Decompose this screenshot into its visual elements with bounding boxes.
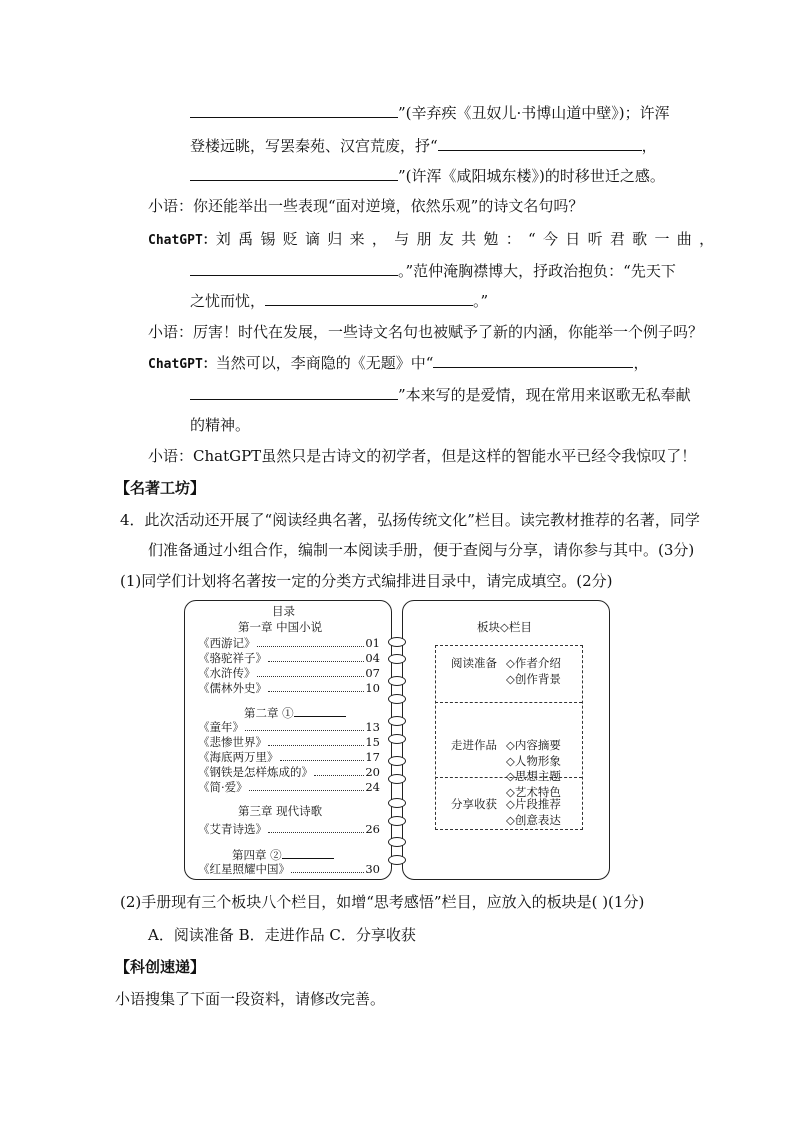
speaker-label: ChatGPT： [148,357,216,372]
leader-dots [291,872,364,873]
column-item: ◇内容摘要 [506,738,561,752]
page-number: 26 [365,822,380,836]
page-number: 30 [365,862,380,876]
column-item: ◇人物形象 [506,753,561,768]
line-text: 。” [473,292,489,310]
toc-entry [198,765,380,780]
line-text: 。”范仲淹胸襟博大，抒政治抱负：“先天下 [398,262,676,280]
book-title: 《悲惨世界》 [198,735,267,749]
binding-ring [388,798,406,808]
toc-entry [198,822,380,837]
leader-dots [314,775,364,776]
fill-blank[interactable] [433,352,633,368]
chapter-3-heading: 第三章 现代诗歌 [238,804,323,818]
page-number: 01 [365,636,380,650]
binding-ring [388,734,406,744]
binding-ring [388,816,406,826]
binding-ring [388,716,406,726]
toc-entry [198,720,380,735]
question-4-line-1: 4．此次活动还开展了“阅读经典名著，弘扬传统文化”栏目。读完教材推荐的名著，同学 [120,511,700,529]
dialogue-chatgpt-1 [148,229,721,251]
line-text: 的精神。 [190,416,251,434]
page-number: 10 [365,681,380,695]
binding-ring [388,774,406,784]
book-title: 《西游记》 [198,636,256,650]
dialogue-chatgpt-1-cont2 [190,290,488,311]
chapter-1-heading: 第一章 中国小说 [238,620,323,634]
binding-ring [388,756,406,766]
chapter-2-heading [244,704,346,721]
poem-line-2 [190,135,657,156]
book-title: 《艾青诗选》 [198,822,267,836]
fill-blank-1[interactable] [294,704,346,717]
toc-entry [198,750,380,765]
line-text: 刘禹锡贬谪归来，与朋友共勉：“今日听君歌一曲， [215,230,722,248]
question-4-sub-2: (2)手册现有三个板块八个栏目，如增“思考感悟”栏目，应放入的板块是( )(1分) [120,893,645,911]
leader-dots [268,745,364,746]
leader-dots [280,760,365,761]
fill-blank[interactable] [190,384,398,400]
toc-entry [198,780,380,795]
line-text: 小语：ChatGPT虽然只是古诗文的初学者，但是这样的智能水平已经令我惊叹了！ [148,447,697,465]
chapter-2-label: 第二章 ① [244,706,294,720]
dialogue-chatgpt-2-cont [190,384,691,405]
section-heading-science: 【科创速递】 [115,958,206,976]
question-4-line-2: 们准备通过小组合作，编制一本阅读手册，便于查阅与分享，请你参与其中。(3分) [148,541,695,559]
line-text: ”(辛弃疾《丑奴儿·书博山道中壁》)；许浑 [398,104,670,122]
line-text: ”本来写的是爱情，现在常用来讴歌无私奉献 [398,386,691,404]
column-item: ◇创作背景 [506,671,561,686]
column-item: ◇思想主题 [506,769,561,783]
section-heading-classics: 【名著工坊】 [115,479,206,497]
right-page-title: 板块◇栏目 [477,620,532,634]
binding-ring [388,694,406,704]
line-text: 小语：厉害！时代在发展，一些诗文名句也被赋予了新的内涵，你能举一个例子吗？ [148,323,704,341]
book-title: 《海底两万里》 [198,750,279,764]
book-title: 《水浒传》 [198,666,256,680]
fill-blank[interactable] [265,290,473,306]
book-title: 《童年》 [198,720,244,734]
binding-ring [388,676,406,686]
fill-blank[interactable] [190,165,398,181]
page-number: 13 [365,720,380,734]
leader-dots [268,661,364,662]
line-text: 小语：你还能举出一些表现“面对逆境，依然乐观”的诗文名句吗？ [148,197,584,215]
line-text: ”(许浑《咸阳城东楼》)的时移世迁之感。 [398,167,665,185]
page-number: 04 [365,651,380,665]
speaker-label: ChatGPT： [148,233,216,248]
fill-blank[interactable] [438,135,642,151]
section-name: 走进作品 [451,738,497,752]
question-4-sub-1: (1)同学们计划将名著按一定的分类方式编排进目录中，请完成填空。(2分) [120,572,613,590]
dialogue-xiaoyu-2 [148,322,703,342]
line-text: ， [641,137,657,155]
dialogue-chatgpt-1-cont [190,260,676,281]
poem-line-1 [190,102,670,123]
section-divider [435,702,582,703]
binding-ring [388,637,406,647]
toc-entry [198,666,380,681]
toc-title: 目录 [272,604,295,618]
column-item: ◇艺术特色 [506,784,561,799]
binding-ring [388,654,406,664]
page-number: 24 [365,780,380,794]
leader-dots [257,646,365,647]
column-item: ◇作者介绍 [506,656,561,670]
leader-dots [249,790,365,791]
chapter-4-label: 第四章 ② [232,848,282,862]
page-number: 15 [365,735,380,749]
section-name: 分享收获 [451,797,497,811]
line-text: 当然可以，李商隐的《无题》中“ [215,354,434,372]
column-item: ◇片段推荐 [506,797,561,811]
dialogue-chatgpt-2 [148,352,648,375]
dialogue-chatgpt-2-cont2 [190,415,250,435]
chapter-4-heading [232,846,334,863]
page-number: 20 [365,765,380,779]
toc-entry [198,681,380,696]
toc-entry [198,651,380,666]
binding-ring [388,837,406,847]
leader-dots [268,832,364,833]
page-number: 17 [365,750,380,764]
line-text: 之忧而忧， [190,292,266,310]
book-title: 《红星照耀中国》 [198,862,290,876]
binding-ring [388,855,406,865]
column-item: ◇创意表达 [506,812,561,827]
line-text: 登楼远眺，写罢秦苑、汉宫荒废，抒“ [190,137,438,155]
fill-blank[interactable] [190,102,398,118]
book-title: 《钢铁是怎样炼成的》 [198,765,313,779]
dialogue-xiaoyu-1 [148,196,583,216]
book-title: 《骆驼祥子》 [198,651,267,665]
fill-blank[interactable] [190,260,398,276]
leader-dots [257,676,365,677]
dialogue-xiaoyu-3 [148,446,696,466]
line-text: ， [633,354,649,372]
page-number: 07 [365,666,380,680]
toc-entry [198,862,380,877]
book-title: 《儒林外史》 [198,681,267,695]
section-name: 阅读准备 [451,656,497,670]
fill-blank-2[interactable] [282,846,334,859]
poem-line-3 [190,165,665,186]
leader-dots [245,730,364,731]
leader-dots [268,691,364,692]
toc-entry [198,735,380,750]
toc-entry [198,636,380,651]
question-4-options: A．阅读准备 B．走进作品 C．分享收获 [148,926,416,944]
book-title: 《简·爱》 [198,780,248,794]
last-paragraph: 小语搜集了下面一段资料，请修改完善。 [115,990,386,1008]
